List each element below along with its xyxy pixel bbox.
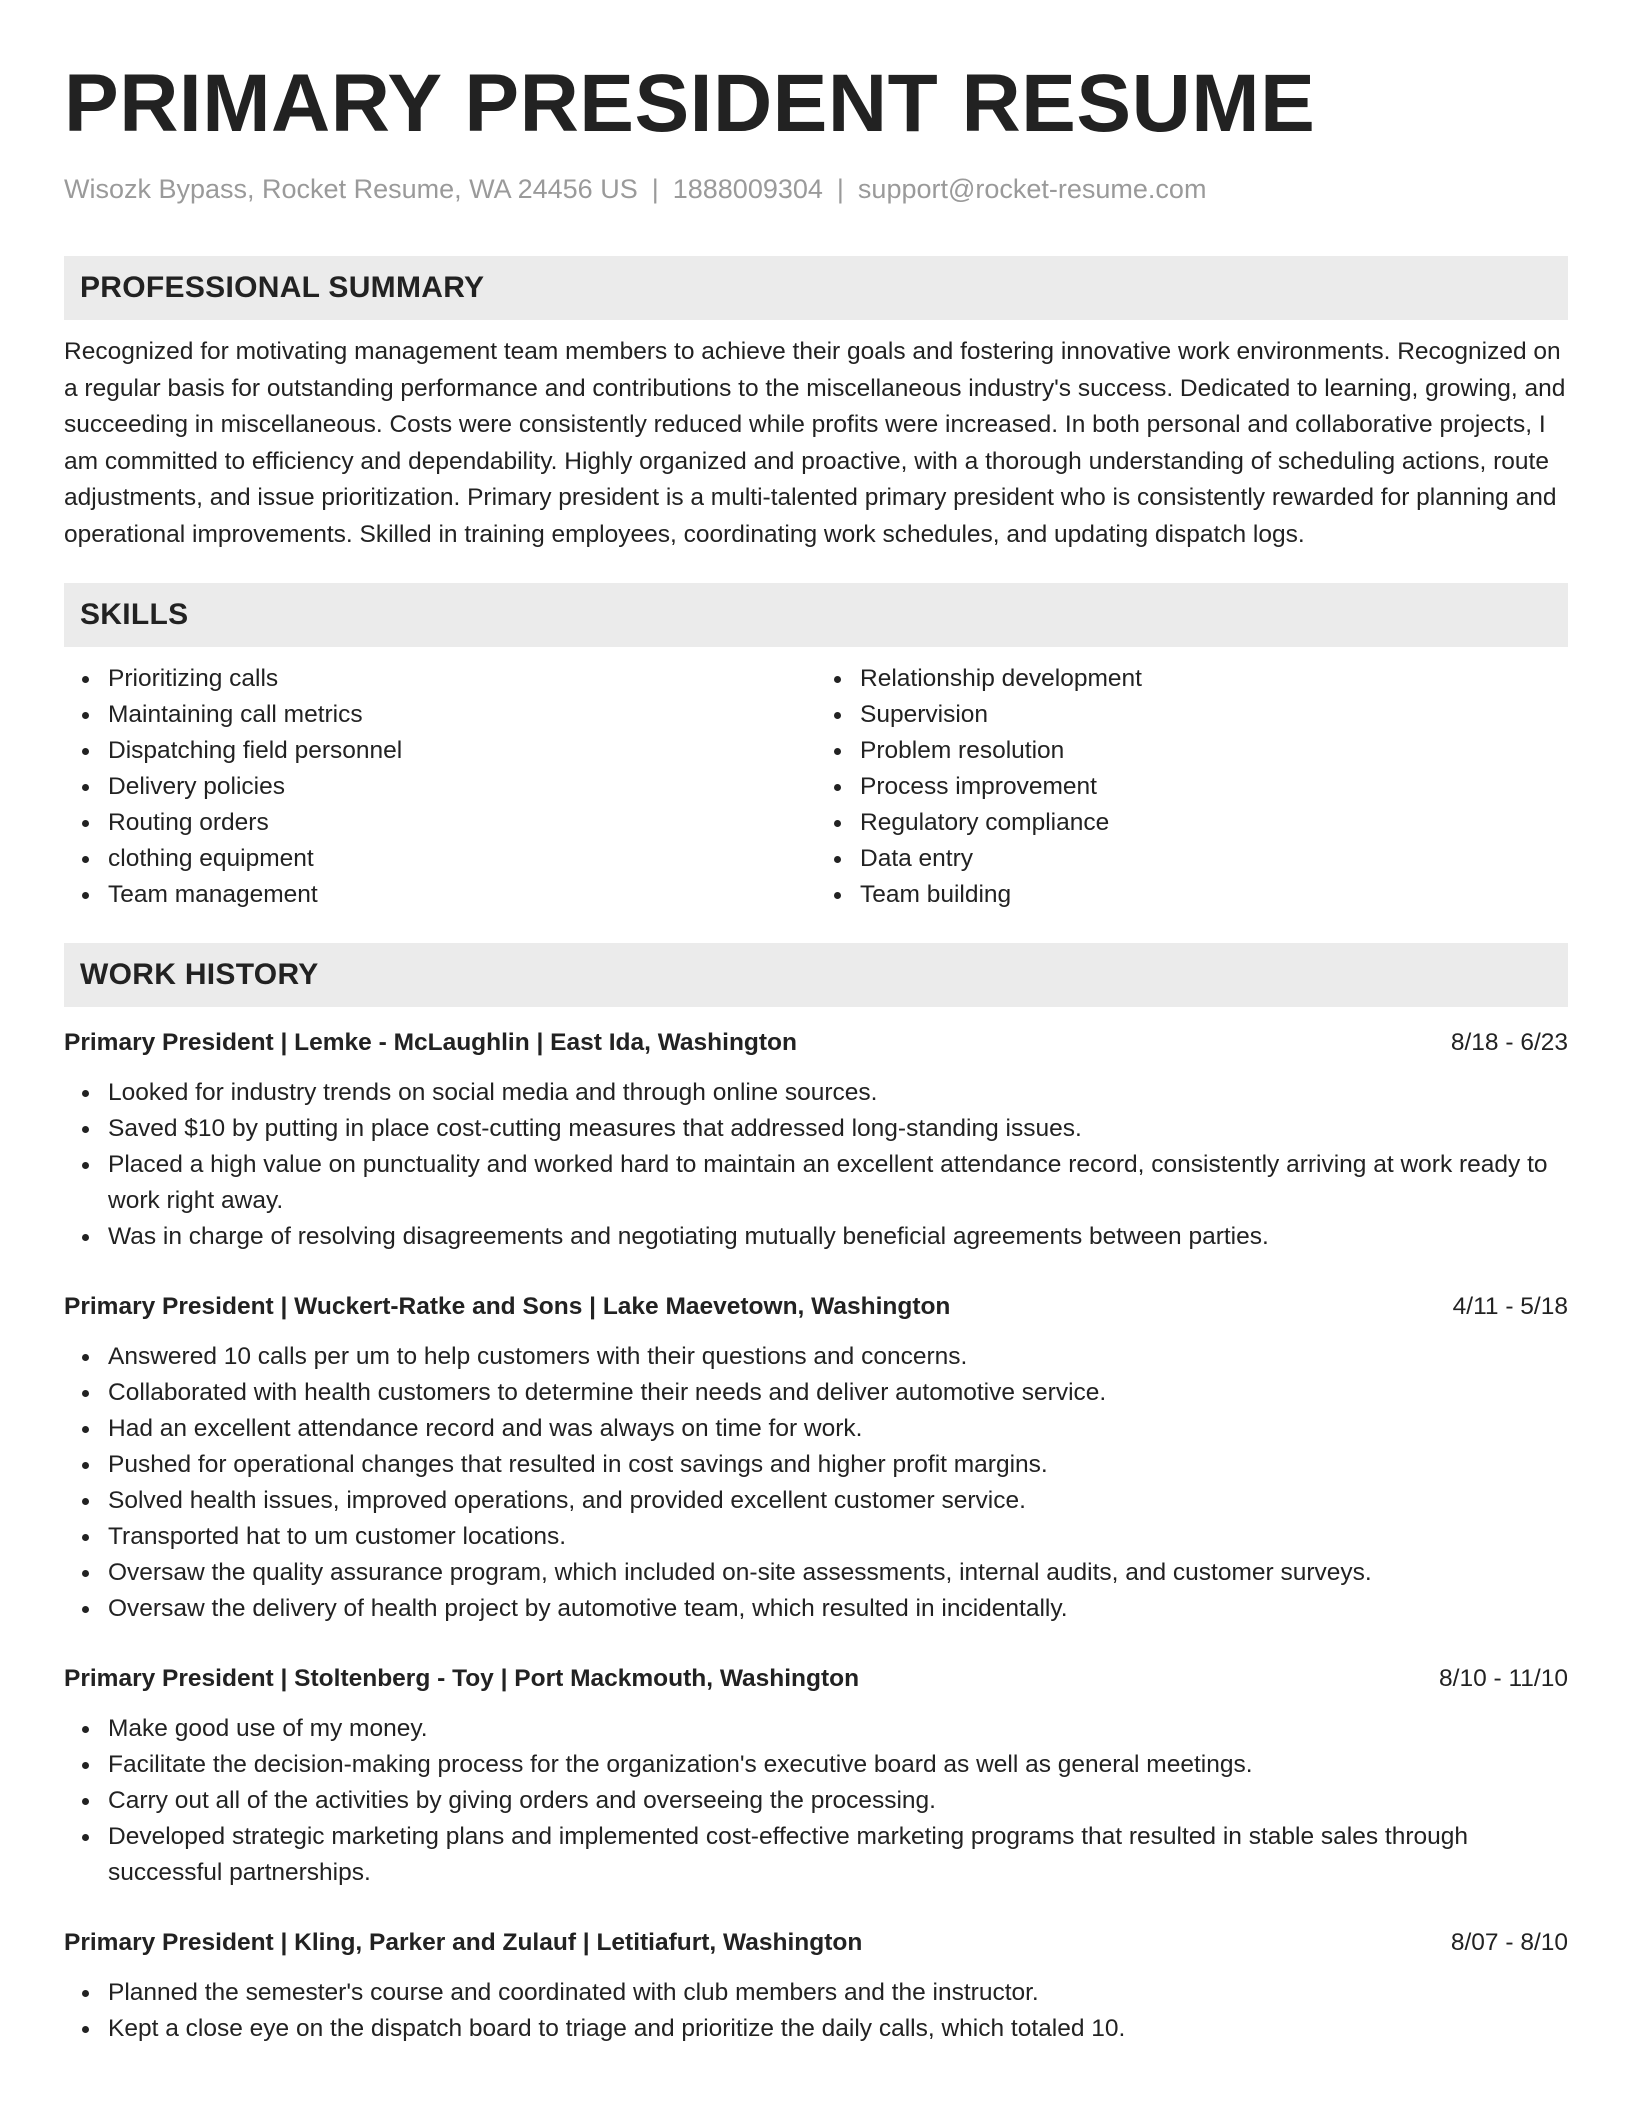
skill-item: Process improvement — [860, 769, 1568, 805]
job-title: Primary President | Lemke - McLaughlin | East Ida, Washington — [64, 1029, 797, 1056]
job-bullets — [64, 1711, 1568, 1891]
skills-column-right — [816, 661, 1568, 913]
skill-item: Dispatching field personnel — [108, 733, 816, 769]
job-entry — [64, 1289, 1568, 1627]
job-title-row — [64, 1025, 1568, 1061]
skill-item: Team building — [860, 877, 1568, 913]
job-entry — [64, 1661, 1568, 1891]
job-bullet: Pushed for operational changes that resulted in cost savings and higher profit margins. — [108, 1447, 1568, 1483]
job-dates: 8/10 - 11/10 — [1439, 1665, 1568, 1692]
skill-item: Prioritizing calls — [108, 661, 816, 697]
skill-item: Data entry — [860, 841, 1568, 877]
job-bullet: Planned the semester's course and coordinated with club members and the instructor. — [108, 1975, 1568, 2011]
job-bullet: Oversaw the quality assurance program, which included on-site assessments, internal audits, and customer surveys. — [108, 1555, 1568, 1591]
summary-text: Recognized for motivating management team members to achieve their goals and fostering innovative work environments. Recognized on a regular basis for outstanding performance and contributions to the miscellaneous industry's success. Dedicated to learning, growing, and succeeding in miscellaneous. Costs were consistently reduced while profits were increased. In both personal and collaborative projects, I am committed to efficiency and dependability. Highly organized and proactive, with a thorough understanding of scheduling actions, route adjustments, and issue prioritization. Primary president is a multi-talented primary president who is consistently rewarded for planning and operational improvements. Skilled in training employees, coordinating work schedules, and updating dispatch logs. — [64, 338, 1566, 548]
job-bullet: Carry out all of the activities by giving orders and overseeing the processing. — [108, 1783, 1568, 1819]
skill-item: Maintaining call metrics — [108, 697, 816, 733]
section-header-summary: PROFESSIONAL SUMMARY — [64, 256, 1568, 320]
resume-title: PRIMARY PRESIDENT RESUME — [64, 58, 1316, 149]
job-title: Primary President | Kling, Parker and Zulauf | Letitiafurt, Washington — [64, 1929, 863, 1956]
section-header-work-history: WORK HISTORY — [64, 943, 1568, 1007]
job-bullet: Kept a close eye on the dispatch board to triage and prioritize the daily calls, which totaled 10. — [108, 2011, 1568, 2047]
job-dates: 4/11 - 5/18 — [1452, 1293, 1568, 1320]
job-bullet: Oversaw the delivery of health project by automotive team, which resulted in incidentally. — [108, 1591, 1568, 1627]
skill-item: Supervision — [860, 697, 1568, 733]
job-bullet: Developed strategic marketing plans and implemented cost-effective marketing programs that resulted in stable sales through successful partnerships. — [108, 1819, 1568, 1891]
job-bullet: Make good use of my money. — [108, 1711, 1568, 1747]
skill-item: Routing orders — [108, 805, 816, 841]
contact-phone: 1888009304 — [672, 174, 823, 204]
skills-column-left — [64, 661, 816, 913]
section-header-skills: SKILLS — [64, 583, 1568, 647]
skill-item: Regulatory compliance — [860, 805, 1568, 841]
contact-separator: | — [651, 174, 659, 204]
skill-item: Problem resolution — [860, 733, 1568, 769]
job-bullet: Solved health issues, improved operations, and provided excellent customer service. — [108, 1483, 1568, 1519]
job-bullets — [64, 1975, 1568, 2047]
job-bullet: Had an excellent attendance record and was always on time for work. — [108, 1411, 1568, 1447]
skill-item: Relationship development — [860, 661, 1568, 697]
job-dates: 8/18 - 6/23 — [1450, 1029, 1568, 1056]
job-bullet: Looked for industry trends on social media and through online sources. — [108, 1075, 1568, 1111]
skills-grid — [64, 661, 1568, 913]
job-bullet: Collaborated with health customers to determine their needs and deliver automotive service. — [108, 1375, 1568, 1411]
contact-line — [64, 172, 1568, 206]
contact-address: Wisozk Bypass, Rocket Resume, WA 24456 US — [64, 174, 638, 204]
job-bullet: Facilitate the decision-making process for the organization's executive board as well as general meetings. — [108, 1747, 1568, 1783]
contact-email: support@rocket-resume.com — [857, 174, 1207, 204]
job-title-row — [64, 1661, 1568, 1697]
job-bullets — [64, 1339, 1568, 1627]
contact-separator: | — [836, 174, 844, 204]
job-dates: 8/07 - 8/10 — [1450, 1929, 1568, 1956]
job-title-row — [64, 1289, 1568, 1325]
job-title: Primary President | Stoltenberg - Toy | Port Mackmouth, Washington — [64, 1665, 860, 1692]
job-bullets — [64, 1075, 1568, 1255]
job-bullet: Placed a high value on punctuality and worked hard to maintain an excellent attendance record, consistently arriving at work ready to work right away. — [108, 1147, 1568, 1219]
job-title: Primary President | Wuckert-Ratke and Sons | Lake Maevetown, Washington — [64, 1293, 951, 1320]
job-bullet: Was in charge of resolving disagreements and negotiating mutually beneficial agreements between parties. — [108, 1219, 1568, 1255]
job-entry — [64, 1025, 1568, 1255]
job-bullet: Transported hat to um customer locations. — [108, 1519, 1568, 1555]
job-bullet: Saved $10 by putting in place cost-cutting measures that addressed long-standing issues. — [108, 1111, 1568, 1147]
skill-item: Team management — [108, 877, 816, 913]
job-title-row — [64, 1925, 1568, 1961]
job-entry — [64, 1925, 1568, 2047]
skill-item: Delivery policies — [108, 769, 816, 805]
job-bullet: Answered 10 calls per um to help customers with their questions and concerns. — [108, 1339, 1568, 1375]
skill-item: clothing equipment — [108, 841, 816, 877]
